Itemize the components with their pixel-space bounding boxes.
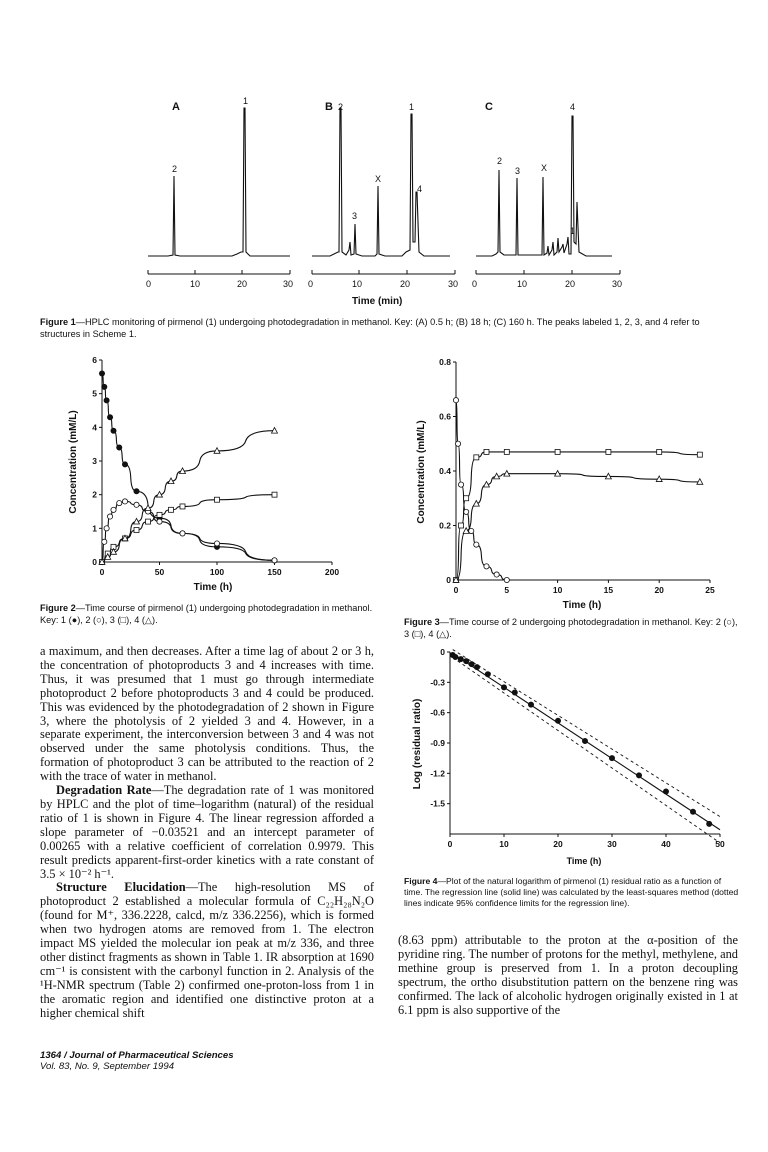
fig3-ylabel: Concentration (mM/L) — [416, 420, 427, 524]
fig4-ylabel: Log (residual ratio) — [412, 698, 423, 790]
y-tick-label: 0 — [92, 557, 97, 567]
series-open-triangle-line — [456, 474, 700, 580]
point-open-circle — [272, 558, 277, 563]
point-open-square — [657, 449, 662, 454]
point-open-square — [169, 507, 174, 512]
figure2-caption — [40, 603, 380, 626]
point-open-square — [697, 452, 702, 457]
figure1-caption-text: —HPLC monitoring of pirmenol (1) undergoing photodegradation in methanol. Key: (A) 0.5 h; (B) 18 h; (C) 160 h. The peaks labeled 1, 2, 3, and 4 refer to structures in Scheme 1. — [40, 317, 700, 339]
figure3-chart — [404, 352, 740, 614]
point-open-square — [459, 523, 464, 528]
fig2-ylabel: Concentration (mM/L) — [68, 410, 79, 514]
point-filled-circle — [453, 654, 458, 659]
tick-a-20: 20 — [237, 279, 248, 289]
y-tick-label: 2 — [92, 489, 97, 500]
y-tick-label: 0.8 — [439, 357, 451, 367]
y-tick-label: 0.4 — [439, 466, 451, 476]
figure4-caption-text: —Plot of the natural logarithm of pirmenol (1) residual ratio as a function of time. The regression line (solid line) was calculated by the least-squares method (dotted lines indicate 95% confidence limits for the regression line). — [404, 876, 739, 908]
tick-c-20: 20 — [565, 279, 576, 289]
peak-label-c-x: X — [541, 163, 548, 173]
series-open-square-line — [102, 495, 275, 562]
x-tick-label: 25 — [705, 585, 715, 595]
peak-label-b-2: 2 — [338, 102, 344, 112]
x-tick-label: 20 — [553, 839, 563, 849]
y-tick-label: 6 — [92, 355, 97, 365]
point-open-circle — [474, 542, 479, 547]
point-filled-circle — [609, 756, 614, 761]
point-filled-circle — [107, 415, 112, 420]
x-tick-label: 10 — [499, 839, 509, 849]
point-open-circle — [453, 398, 458, 403]
point-filled-circle — [528, 702, 533, 707]
peak-label-c-2: 2 — [497, 156, 503, 166]
figure2-caption-text: —Time course of pirmenol (1) undergoing photodegradation in methanol. Key: 1 (●), 2 (○), 3 (□), 4 (△). — [40, 603, 373, 625]
figure2-caption-label: Figure 2 — [40, 603, 76, 613]
peak-label-b-3: 3 — [352, 211, 358, 221]
point-filled-circle — [99, 371, 104, 376]
point-open-square — [272, 492, 277, 497]
point-open-circle — [180, 531, 185, 536]
fig3-xlabel: Time (h) — [562, 600, 602, 611]
point-open-circle — [484, 564, 489, 569]
point-filled-circle — [474, 665, 479, 670]
peak-label-c-1: 1 — [570, 226, 576, 236]
point-open-circle — [117, 500, 122, 505]
point-filled-circle — [122, 462, 127, 467]
point-open-square — [474, 455, 479, 460]
x-tick-label: 0 — [453, 585, 459, 595]
point-filled-circle — [111, 428, 116, 433]
peak-label-c-4: 4 — [570, 102, 576, 112]
y-tick-label: 4 — [92, 422, 97, 433]
tick-c-30: 30 — [612, 279, 623, 289]
chromatogram-a-trace — [148, 108, 290, 256]
y-tick-label: 0 — [440, 647, 445, 657]
x-tick-label: 0 — [99, 567, 105, 577]
y-tick-label: 0.2 — [439, 520, 451, 531]
y-tick-label: -0.6 — [430, 707, 445, 718]
point-open-square — [555, 449, 560, 454]
body-left-column — [40, 645, 374, 1020]
figure1-caption-label: Figure 1 — [40, 317, 76, 327]
x-tick-label: 30 — [607, 839, 617, 849]
tick-a-10: 10 — [190, 279, 201, 289]
peak-label-a-2: 2 — [172, 164, 178, 174]
series-filled-circle-line — [102, 373, 275, 560]
figure1-caption — [40, 317, 740, 340]
point-open-circle — [104, 526, 109, 531]
point-filled-circle — [636, 773, 641, 778]
figure1-chromatograms — [140, 92, 630, 312]
peak-label-c-3: 3 — [515, 166, 521, 176]
figure4-chart — [404, 644, 740, 874]
y-tick-label: -1.5 — [430, 798, 445, 809]
x-tick-label: 10 — [552, 585, 563, 595]
tick-b-30: 30 — [448, 279, 459, 289]
y-tick-label: 0.6 — [439, 411, 451, 422]
x-tick-label: 100 — [209, 567, 225, 577]
tick-b-20: 20 — [400, 279, 411, 289]
tick-b-0: 0 — [308, 279, 314, 289]
confidence-limit-lower — [453, 657, 720, 842]
figure3-caption-text: —Time course of 2 undergoing photodegradation in methanol. Key: 2 (○), 3 (□), 4 (△). — [404, 617, 738, 639]
heading-degradation-rate: Degradation Rate — [56, 783, 152, 798]
point-filled-circle — [663, 789, 668, 794]
point-open-square — [484, 449, 489, 454]
paragraph-right-continuation: (8.63 ppm) attributable to the proton at the α-position of the pyridine ring. The number of protons for the methyl, methylene, and methine group is preserved from 1. In a proton decoupling spectrum, the ortho disubstitution pattern on the benzene ring was confirmed. The lack of alcoholic hydrogen originally existed in 1 at 6.1 ppm is also supportive of the — [398, 933, 738, 1017]
fig2-xlabel: Time (h) — [193, 582, 233, 593]
peak-label-b-1: 1 — [409, 102, 415, 112]
point-open-square — [464, 496, 469, 501]
tick-c-0: 0 — [472, 279, 478, 289]
point-open-square — [180, 504, 185, 509]
y-tick-label: 0 — [446, 575, 451, 585]
figure4-caption-label: Figure 4 — [404, 876, 438, 886]
point-open-square — [606, 449, 611, 454]
panel-label-b: B — [325, 101, 333, 113]
point-filled-circle — [501, 685, 506, 690]
fig4-xlabel: Time (h) — [566, 856, 602, 866]
point-filled-circle — [104, 398, 109, 403]
x-tick-label: 0 — [447, 839, 453, 849]
point-filled-circle — [464, 659, 469, 664]
point-open-circle — [458, 482, 463, 487]
x-tick-label: 5 — [504, 585, 510, 595]
page-footer — [40, 1050, 400, 1072]
point-open-circle — [455, 441, 460, 446]
x-tick-label: 200 — [324, 567, 340, 577]
point-filled-circle — [555, 718, 560, 723]
paragraph-structure-elucidation — [40, 881, 374, 1020]
series-open-square-line — [456, 452, 700, 580]
y-tick-label: -1.2 — [430, 768, 445, 779]
point-open-square — [504, 449, 509, 454]
x-tick-label: 20 — [654, 585, 664, 595]
point-filled-circle — [134, 489, 139, 494]
point-filled-circle — [117, 445, 122, 450]
body-right-column — [398, 934, 738, 1017]
point-filled-circle — [582, 738, 587, 743]
point-open-circle — [494, 572, 499, 577]
point-filled-circle — [102, 384, 107, 389]
y-tick-label: 1 — [92, 523, 97, 534]
y-tick-label: 5 — [92, 388, 97, 399]
structure-elucidation-text: —The high-resolution MS of photoproduct 2 established a molecular formula of C₂₂H₂₈N₂O (found for M⁺, 336.2228, calcd, m/z 336.2256), which is formed when two hydrogen atoms are removed from 1. The electron impact MS yielded the molecular ion peak at m/z 336, and three other distinct fragments as shown in Table 1. IR absorption at 1690 cm⁻¹ is consistent with the carbonyl function in 2. Analysis of the ¹H-NMR spectrum (Table 2) confirmed one-proton-loss from 1 in the aromatic region and identified one distinctive proton at a higher chemical shift — [40, 880, 374, 1020]
point-open-circle — [111, 507, 116, 512]
point-open-circle — [214, 541, 219, 546]
y-tick-label: -0.9 — [430, 738, 445, 748]
footer-journal: 1364 / Journal of Pharmaceutical Sciences — [40, 1050, 234, 1061]
figure3-caption-label: Figure 3 — [404, 617, 440, 627]
confidence-limit-upper — [453, 650, 720, 817]
tick-b-10: 10 — [352, 279, 363, 289]
point-open-circle — [134, 502, 139, 507]
degradation-rate-text: —The degradation rate of 1 was monitored by HPLC and the plot of time–logarithm (natural) of the residual ratio of 1 is shown in Figure 4. The linear regression afforded a slope parameter of −0.03521 and an intercept parameter of 0.00265 with a relative coefficient of correlation 0.9979. This result predicts apparent-first-order kinetics with a rate constant of 3.5 × 10⁻² h⁻¹. — [40, 783, 374, 881]
peak-label-a-1: 1 — [243, 96, 249, 106]
point-filled-circle — [485, 672, 490, 677]
point-filled-circle — [512, 690, 517, 695]
x-tick-label: 50 — [715, 839, 725, 849]
point-open-circle — [102, 539, 107, 544]
point-open-circle — [504, 577, 509, 582]
tick-a-30: 30 — [283, 279, 294, 289]
heading-structure-elucidation: Structure Elucidation — [56, 880, 186, 895]
x-tick-label: 50 — [154, 567, 165, 577]
x-tick-label: 40 — [661, 839, 671, 849]
point-filled-circle — [690, 809, 695, 814]
panel-label-a: A — [172, 101, 180, 113]
series-open-circle-line — [102, 501, 275, 562]
tick-a-0: 0 — [146, 279, 152, 289]
paragraph-photoproducts: a maximum, and then decreases. After a time lag of about 2 or 3 h, the concentration of photoproducts 3 and 4 increases with time. Thus, it was presumed that 1 must go through intermediate photoproduct 2 before photoproducts 3 and 4 could be produced. This was evidenced by the photodegradation of 2 shown in Figure 3, where the photolysis of 2 yielded 3 and 4. However, in a separate experiment, the interconversion between 3 and 4 was not observed under the same photolysis conditions. Thus, the formation of photoproduct 3 can be attributed to the reaction of 2 with the trace of water in methanol. — [40, 644, 374, 784]
point-open-square — [134, 528, 139, 533]
figure4-caption — [404, 876, 742, 908]
panel-label-c: C — [485, 101, 493, 113]
point-open-circle — [157, 519, 162, 524]
point-open-circle — [107, 514, 112, 519]
figure1-xlabel: Time (min) — [352, 296, 403, 307]
point-open-square — [146, 519, 151, 524]
y-tick-label: -0.3 — [430, 677, 445, 688]
x-tick-label: 15 — [603, 585, 614, 595]
point-open-circle — [464, 509, 469, 514]
point-open-circle — [122, 499, 127, 504]
point-open-square — [215, 497, 220, 502]
y-tick-label: 3 — [92, 456, 97, 466]
x-tick-label: 150 — [267, 567, 282, 577]
point-filled-circle — [707, 821, 712, 826]
peak-label-b-4: 4 — [417, 184, 423, 194]
point-filled-circle — [458, 656, 463, 661]
peak-label-b-x: X — [375, 174, 382, 184]
chromatogram-c-trace — [476, 116, 612, 256]
figure2-chart — [58, 352, 358, 602]
footer-volume: Vol. 83, No. 9, September 1994 — [40, 1061, 175, 1072]
point-open-square — [157, 512, 162, 517]
figure3-caption — [404, 617, 742, 640]
point-filled-circle — [469, 662, 474, 667]
paragraph-degradation-rate — [40, 784, 374, 881]
tick-c-10: 10 — [517, 279, 528, 289]
